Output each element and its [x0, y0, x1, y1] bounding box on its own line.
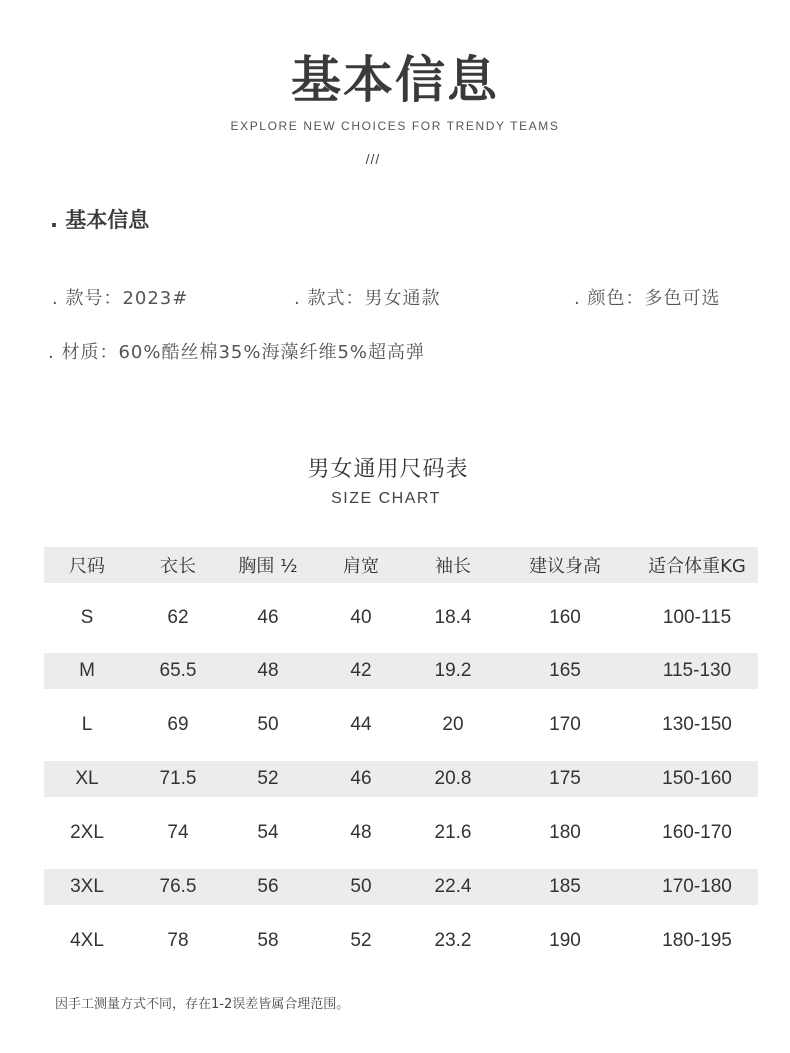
table-cell: 62 [167, 607, 189, 628]
table-cell: 52 [226, 761, 310, 797]
table-cell: 115-130 [636, 653, 758, 689]
table-cell: 71.5 [130, 761, 226, 797]
table-row [44, 689, 758, 761]
table-cell: 69 [167, 714, 189, 735]
table-cell: 65.5 [130, 653, 226, 689]
table-cell: XL [44, 761, 130, 797]
table-cell: 44 [350, 714, 372, 735]
page-title: 基本信息 [291, 50, 499, 109]
table-cell: 58 [257, 930, 279, 951]
info-style: . 款式：男女通款 [294, 288, 441, 309]
table-cell: 2XL [70, 822, 104, 843]
table-cell: 21.6 [434, 822, 472, 843]
table-row [44, 797, 758, 869]
table-cell: 190 [549, 930, 581, 951]
slash-divider: /// [365, 151, 381, 167]
size-chart-title: 男女通用尺码表 [307, 457, 469, 482]
table-cell: 4XL [70, 930, 104, 951]
table-cell: 175 [494, 761, 636, 797]
column-header: 衣长 [160, 556, 196, 577]
table-cell: 46 [257, 607, 279, 628]
table-cell: 50 [257, 714, 279, 735]
table-cell: 150-160 [636, 761, 758, 797]
table-cell: 40 [350, 607, 372, 628]
table-cell: 48 [350, 822, 372, 843]
column-header: 胸围 ½ [238, 556, 298, 577]
info-color: . 颜色：多色可选 [574, 288, 721, 309]
table-cell: 20 [442, 714, 464, 735]
table-cell: 42 [310, 653, 412, 689]
table-header-row [44, 547, 758, 583]
table-cell: 48 [226, 653, 310, 689]
table-cell: 165 [494, 653, 636, 689]
table-cell: 180-195 [662, 930, 732, 951]
table-cell: S [80, 607, 94, 628]
table-cell: 22.4 [412, 869, 494, 905]
table-row [44, 583, 758, 653]
size-chart-subtitle: SIZE CHART [331, 490, 441, 507]
table-cell: 23.2 [434, 930, 472, 951]
table-row [44, 761, 758, 797]
table-cell: 50 [310, 869, 412, 905]
table-cell: 100-115 [662, 607, 732, 628]
column-header: 肩宽 [343, 556, 379, 577]
footnote: 因手工测量方式不同，存在1-2误差皆属合理范围。 [55, 997, 350, 1012]
table-row [44, 905, 758, 977]
column-header: 适合体重KG [648, 556, 746, 577]
column-header: 尺码 [69, 556, 105, 577]
table-cell: 185 [494, 869, 636, 905]
size-table [44, 547, 758, 977]
table-cell: 54 [257, 822, 279, 843]
table-row [44, 653, 758, 689]
info-style-number: . 款号：2023# [52, 288, 189, 309]
column-header: 袖长 [435, 556, 471, 577]
table-cell: 130-150 [662, 714, 732, 735]
table-cell: 46 [310, 761, 412, 797]
table-cell: 56 [226, 869, 310, 905]
table-cell: 18.4 [434, 607, 472, 628]
table-cell: 74 [167, 822, 189, 843]
table-cell: 52 [350, 930, 372, 951]
table-cell: 76.5 [130, 869, 226, 905]
table-cell: 78 [167, 930, 189, 951]
table-cell: 180 [549, 822, 581, 843]
table-cell: 170-180 [636, 869, 758, 905]
column-header: 建议身高 [529, 556, 601, 577]
table-cell: 160-170 [662, 822, 732, 843]
table-cell: M [44, 653, 130, 689]
table-cell: 3XL [44, 869, 130, 905]
table-cell: L [81, 714, 93, 735]
info-material: . 材质：60%酷丝棉35%海藻纤维5%超高弹 [48, 342, 426, 363]
table-cell: 20.8 [412, 761, 494, 797]
section-heading-basic-info: . 基本信息 [50, 208, 150, 232]
table-cell: 160 [549, 607, 581, 628]
page-subtitle: EXPLORE NEW CHOICES FOR TRENDY TEAMS [230, 119, 560, 133]
table-cell: 19.2 [412, 653, 494, 689]
table-row [44, 869, 758, 905]
table-cell: 170 [549, 714, 581, 735]
